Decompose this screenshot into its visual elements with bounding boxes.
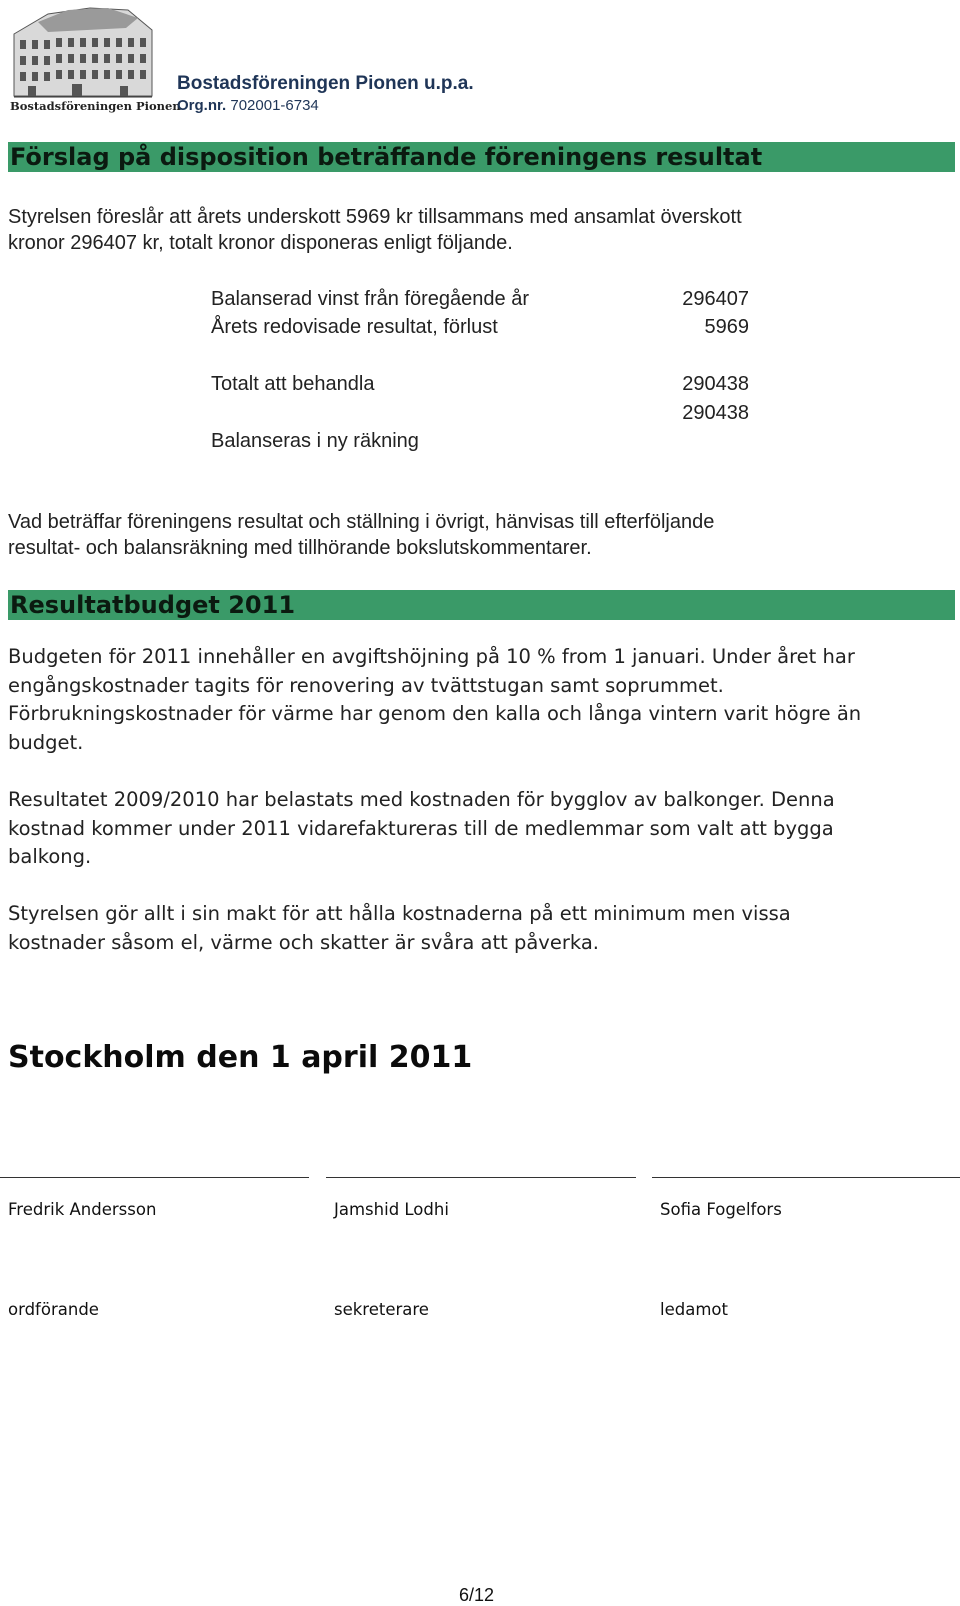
- row-value: 290438: [682, 402, 749, 424]
- text-line: engångskostnader tagits för renovering av tvättstugan samt soprummet.: [8, 673, 724, 697]
- place-and-date: Stockholm den 1 april 2011: [8, 1040, 473, 1075]
- text-line: Förbrukningskostnader för värme har genom den kalla och långa vintern varit högre än: [8, 702, 862, 725]
- organization-name: Bostadsföreningen Pionen u.p.a.: [177, 73, 474, 94]
- disposition-outro: [8, 509, 953, 561]
- text-line: Styrelsen föreslår att årets underskott 5969 kr tillsammans med ansamlat överskott: [8, 206, 742, 228]
- row-label: Balanserad vinst från föregående år: [211, 288, 529, 310]
- signatory-role: sekreterare: [334, 1300, 429, 1319]
- organization-number: [177, 97, 319, 114]
- svg-text:Bostadsföreningen Pionen: Bostadsföreningen Pionen: [10, 99, 181, 113]
- row-label: Årets redovisade resultat, förlust: [211, 316, 498, 338]
- signatory-role: ordförande: [8, 1300, 99, 1319]
- signatory-name: Fredrik Andersson: [8, 1200, 157, 1219]
- section-title-budget: Resultatbudget 2011: [8, 590, 955, 620]
- signature-line: [326, 1177, 636, 1178]
- row-value: 290438: [682, 373, 749, 395]
- text-line: balkong.: [8, 845, 92, 868]
- signatory-name: Jamshid Lodhi: [334, 1200, 449, 1219]
- budget-paragraph-1: [8, 643, 958, 757]
- row-value: 296407: [682, 288, 749, 310]
- text-line: kostnader såsom el, värme och skatter är svåra att påverka.: [8, 930, 599, 954]
- text-line: kostnad kommer under 2011 vidarefaktureras till de medlemmar som valt att bygga: [8, 816, 834, 840]
- text-line: kronor 296407 kr, totalt kronor disponeras enligt följande.: [8, 232, 513, 254]
- page-number: 6/12: [459, 1585, 495, 1605]
- text-line: budget.: [8, 730, 84, 754]
- building-logo-image: [8, 4, 181, 116]
- signatory-name: Sofia Fogelfors: [660, 1200, 782, 1219]
- budget-paragraph-2: [8, 786, 958, 872]
- text-line: Styrelsen gör allt i sin makt för att hålla kostnaderna på ett minimum men vissa: [8, 902, 791, 925]
- signature-line: [652, 1177, 960, 1178]
- disposition-intro: [8, 204, 953, 256]
- section-title-disposition: Förslag på disposition beträffande föreningens resultat: [8, 142, 955, 172]
- row-label: Balanseras i ny räkning: [211, 430, 419, 452]
- text-line: resultat- och balansräkning med tillhörande bokslutskommentarer.: [8, 537, 592, 559]
- text-line: Resultatet 2009/2010 har belastats med kostnaden för bygglov av balkonger. Denna: [8, 788, 835, 811]
- signatory-role: ledamot: [660, 1300, 728, 1319]
- signature-line: [0, 1177, 309, 1178]
- logo: [8, 4, 181, 116]
- org-nr-label: Org.nr.: [177, 97, 227, 114]
- text-line: Vad beträffar föreningens resultat och ställning i övrigt, hänvisas till efterföljande: [8, 511, 715, 533]
- budget-paragraph-3: [8, 900, 958, 957]
- text-line: Budgeten för 2011 innehåller en avgiftshöjning på 10 % from 1 januari. Under året har: [8, 645, 855, 668]
- row-label: Totalt att behandla: [211, 373, 375, 395]
- org-nr-value: 702001-6734: [230, 97, 319, 114]
- row-value: 5969: [704, 316, 749, 338]
